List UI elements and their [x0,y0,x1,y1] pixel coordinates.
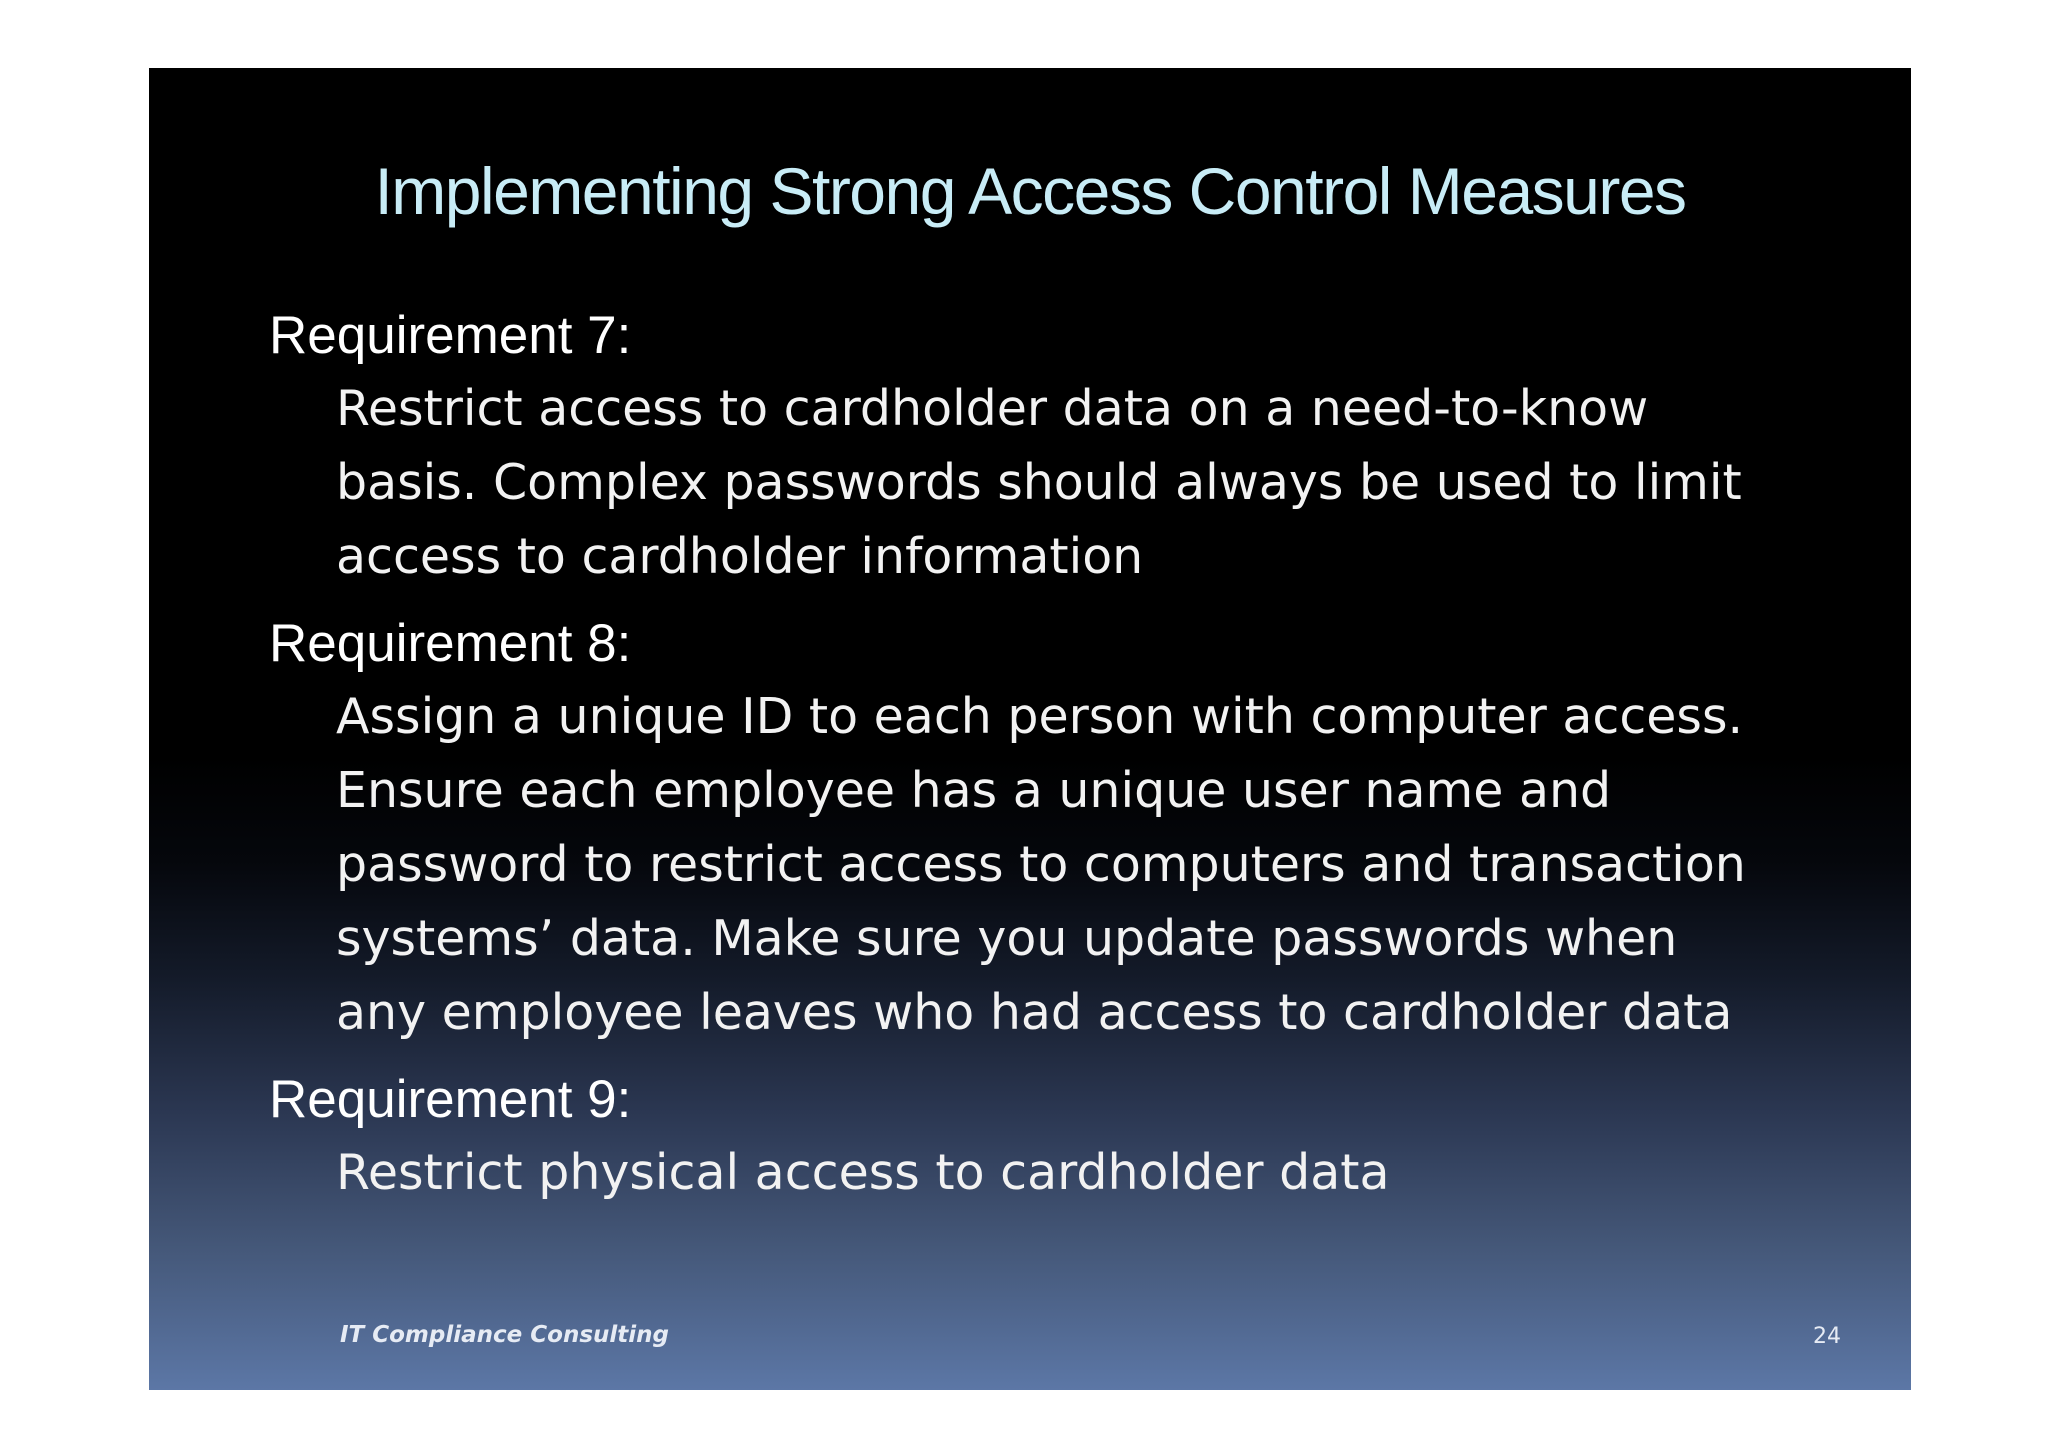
text-line: basis. Complex passwords should always be used to limit [336,454,1742,511]
requirement-heading: Requirement 9: [269,1070,632,1129]
requirement-description [269,680,1849,1050]
text-line: password to restrict access to computers and transaction [336,836,1746,893]
text-line: access to cardholder information [336,528,1144,585]
footer-page-number: 24 [1813,1324,1841,1349]
requirement-8 [269,608,1849,1050]
text-line: Ensure each employee has a unique user name and [336,762,1612,819]
slide-title: Implementing Strong Access Control Measures [374,154,1686,228]
text-line: Assign a unique ID to each person with computer access. [336,688,1744,745]
requirement-7 [269,300,1849,594]
requirement-9 [269,1064,1849,1210]
requirement-heading: Requirement 8: [269,614,632,673]
requirement-description [269,372,1849,594]
text-line: Restrict physical access to cardholder data [336,1144,1390,1201]
requirement-heading: Requirement 7: [269,306,632,365]
text-line: Restrict access to cardholder data on a need-to-know [336,380,1649,437]
slide [149,68,1911,1390]
requirement-description [269,1136,1849,1210]
footer-company-name: IT Compliance Consulting [340,1322,669,1348]
text-line: systems’ data. Make sure you update passwords when [336,910,1678,967]
text-line: any employee leaves who had access to cardholder data [336,984,1733,1041]
slide-body [269,300,1849,1224]
